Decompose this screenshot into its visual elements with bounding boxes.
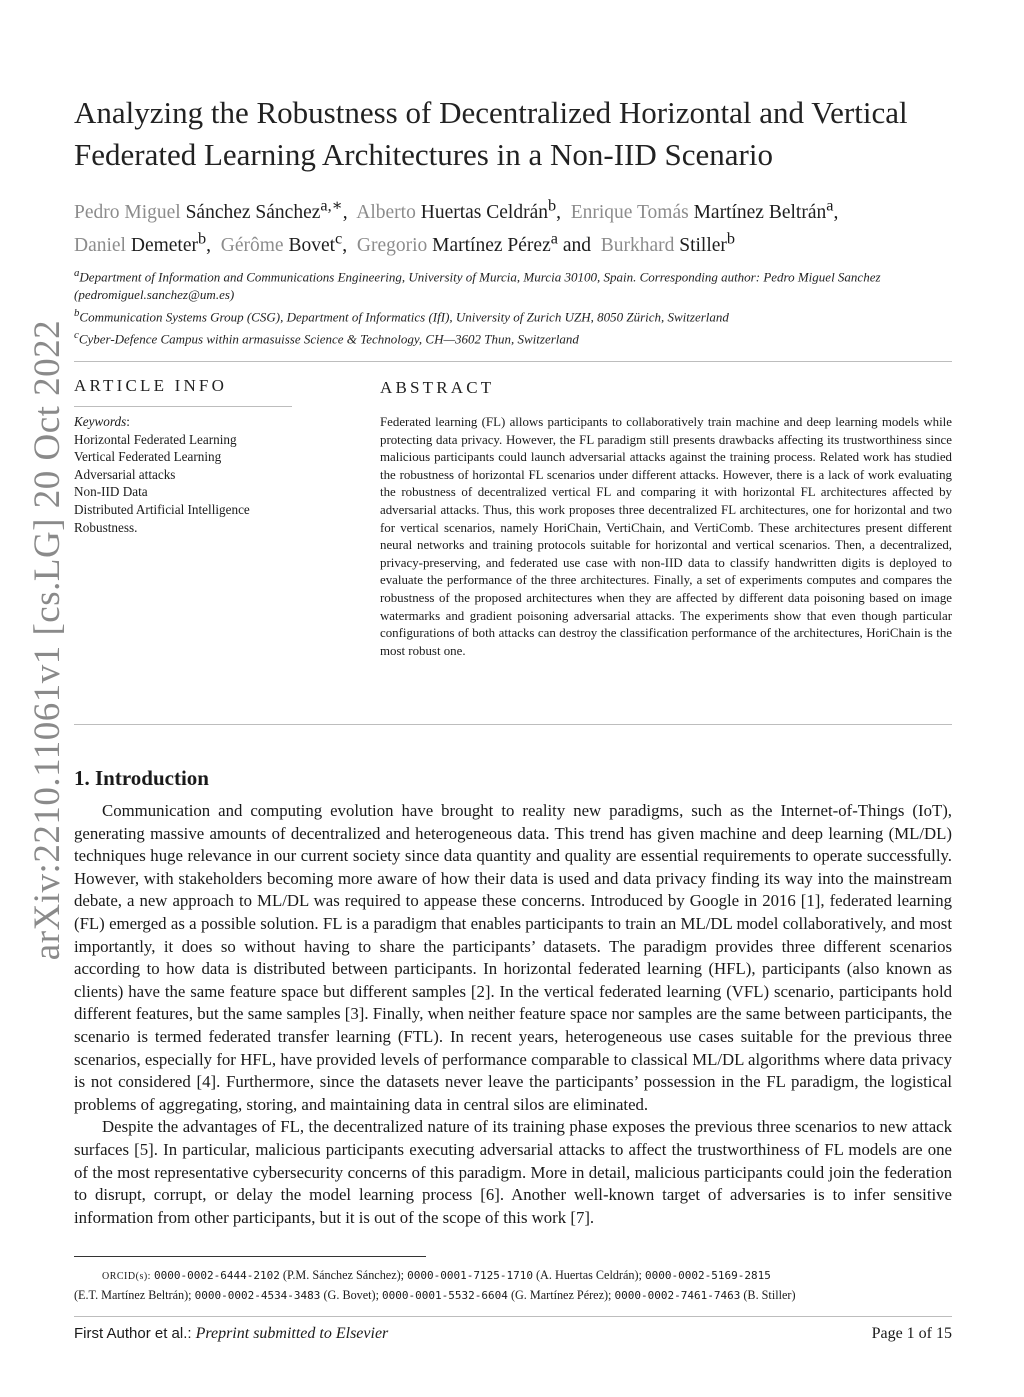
author-line-2 (74, 226, 974, 260)
affiliation-b: $^b$Communication Systems Group (CSG), Department of Informatics (IfI), University of Zurich UZH, 8050 Zürich, Switzerland (74, 307, 729, 325)
keyword-item: Horizontal Federated Learning (74, 431, 237, 447)
affiliation-a: $^a$Department of Information and Communications Engineering, University of Murcia, Murcia 30100, Spain. Corresponding author: Pedro Miguel Sanchez (pedromiguel.sanchez@um.es) (74, 267, 881, 303)
abstract-heading: ABSTRACT (380, 378, 495, 397)
footnote-rule (74, 1256, 426, 1257)
author: Pedro Miguel Sánchez Sánchez$^{a,∗}$, (74, 196, 348, 223)
orcid-label: ORCID(s): (102, 1271, 151, 1282)
article-info-heading: ARTICLE INFO (74, 376, 228, 395)
keyword-item: Robustness. (74, 519, 138, 535)
title-line-1: Analyzing the Robustness of Decentralized Horizontal and Vertical (74, 95, 908, 130)
author-list (74, 192, 974, 259)
orcid-id[interactable]: 0000-0002-4534-3483 (194, 1289, 321, 1302)
orcid-id[interactable]: 0000-0001-5532-6604 (382, 1289, 508, 1302)
keywords-block (74, 413, 364, 536)
page-number: Page 1 of 15 (871, 1325, 952, 1342)
divider-bottom (74, 724, 952, 725)
divider-top (74, 361, 952, 362)
orcid-id[interactable]: 0000-0002-5169-2815 (644, 1269, 771, 1282)
author: Enrique Tomás Martínez Beltrán$^a$, (570, 196, 839, 223)
keyword-item: Adversarial attacks (74, 466, 176, 482)
footer-left: First Author et al.: Preprint submitted to Elsevier (74, 1325, 389, 1342)
author: Gérôme Bovet$^c$, (220, 229, 348, 256)
author: Daniel Demeter$^b$, (74, 229, 211, 256)
keyword-list (74, 431, 364, 537)
paragraph: Despite the advantages of FL, the decentralized nature of its training phase exposes the previous three scenarios to new attack surfaces [5]. In particular, malicious participants executing adversarial attacks to affect the trustworthiness of FL models are one of the most representative cybersecurity concerns of this paradigm. More in detail, malicious participants could join the federation to disrupt, corrupt, or delay the model learning process [6]. Another well-known target of adversaries is to infer sensitive information from other participants, but it is out of the scope of this work [7]. (74, 1117, 952, 1227)
paper-title (74, 92, 974, 176)
footer-rule (74, 1316, 952, 1317)
keyword-item: Vertical Federated Learning (74, 449, 222, 465)
keyword-item: Distributed Artificial Intelligence (74, 501, 250, 517)
orcid-id[interactable]: 0000-0001-7125-1710 (407, 1269, 533, 1282)
author: Gregorio Martínez Pérez$^a$ and (356, 229, 591, 256)
author: Burkhard Stiller$^b$ (600, 229, 736, 256)
footer-author: First Author et al. (74, 1325, 188, 1342)
section-heading-introduction: 1. Introduction (74, 766, 209, 790)
orcid-id[interactable]: 0000-0002-7461-7463 (614, 1289, 741, 1302)
keyword-item: Non-IID Data (74, 484, 148, 500)
title-line-2: Federated Learning Architectures in a Non-IID Scenario (74, 137, 773, 172)
paragraph: Communication and computing evolution have brought to reality new paradigms, such as the Internet-of-Things (IoT), generating massive amounts of decentralized and heterogeneous data. This trend has given machine and deep learning (ML/DL) techniques huge relevance in our current society since data quantity and quality are essential requirements to operate successfully. However, with stakeholders becoming more aware of how their data is used and data privacy finding its way into the mainstream debate, a new approach to ML/DL was required to appease these concerns. Introduced by Google in 2016 [1], federated learning (FL) emerged as a possible solution. FL is a paradigm that enables participants to train an ML/DL model collaboratively, and most importantly, it does so without having to share the participants’ datasets. The paradigm provides three different scenarios according to how data is distributed between participants. In horizontal federated learning (HFL), participants (also known as clients) have the same feature space but different samples [2]. In the vertical federated learning (VFL) scenario, participants hold different features, but the same samples [3]. Finally, when neither feature space nor samples are the same between participants, the scenario is termed federated transfer learning (FTL). In recent years, heterogeneous use cases suitable for the previous three scenarios, especially for HFL, have provided levels of performance comparable to classical ML/DL algorithms where data privacy is not considered [4]. Furthermore, since the datasets never leave the participants’ possession in the FL paradigm, the logistical problems of aggregating, storing, and maintaining data in central silos are eliminated. (74, 801, 952, 1114)
author-line-1 (74, 192, 974, 226)
footer-journal: Preprint submitted to Elsevier (195, 1325, 389, 1342)
keywords-label: Keywords: (74, 414, 130, 429)
abstract-text: Federated learning (FL) allows participants to collaboratively train machine and deep learning models while protecting data privacy. However, the FL paradigm still presents drawbacks affecting its trustworthiness since malicious participants could launch adversarial attacks against the training process. Related work has studied the robustness of horizontal FL scenarios under different attacks. However, there is a lack of work evaluating the robustness of decentralized vertical FL and comparing it with horizontal FL architectures affected by adversarial attacks. Thus, this work proposes three decentralized FL architectures, one for horizontal and two for vertical scenarios, namely HoriChain, VertiChain, and VertiComb. These architectures present different neural networks and training protocols suitable for horizontal and vertical scenarios. Then, a decentralized, privacy-preserving, and federated use case with non-IID data to classify handwritten digits is deployed to evaluate the performance of the three architectures. Finally, a set of experiments computes and compares the robustness of the proposed architectures when they are affected by different data poisoning based on image watermarks and gradient poisoning adversarial attacks. The experiments show that even though particular configurations of both attacks can destroy the classification performance of the architectures, HoriChain is the most robust one. (380, 415, 952, 658)
affiliation-c: $^c$Cyber-Defence Campus within armasuisse Science & Technology, CH—3602 Thun, Switzerland (74, 329, 579, 347)
orcid-footnote: ORCID(s): 0000-0002-6444-2102 (P.M. Sánchez Sánchez); 0000-0001-7125-1710 (A. Huertas Celdrán); 0000-0002-5169-2815 (E.T. Martínez Beltrán); 0000-0002-4534-3483 (G. Bovet); 0000-0001-5532-6604 (G. Martínez Pérez); 0000-0002-7461-7463 (B. Stiller) (74, 1268, 796, 1302)
arxiv-stamp: arXiv:2210.11061v1 [cs.LG] 20 Oct 2022 (27, 319, 68, 961)
orcid-id[interactable]: 0000-0002-6444-2102 (154, 1269, 280, 1282)
introduction-body (74, 800, 952, 1229)
article-info-rule (74, 406, 292, 407)
author: Alberto Huertas Celdrán$^b$, (356, 196, 561, 223)
